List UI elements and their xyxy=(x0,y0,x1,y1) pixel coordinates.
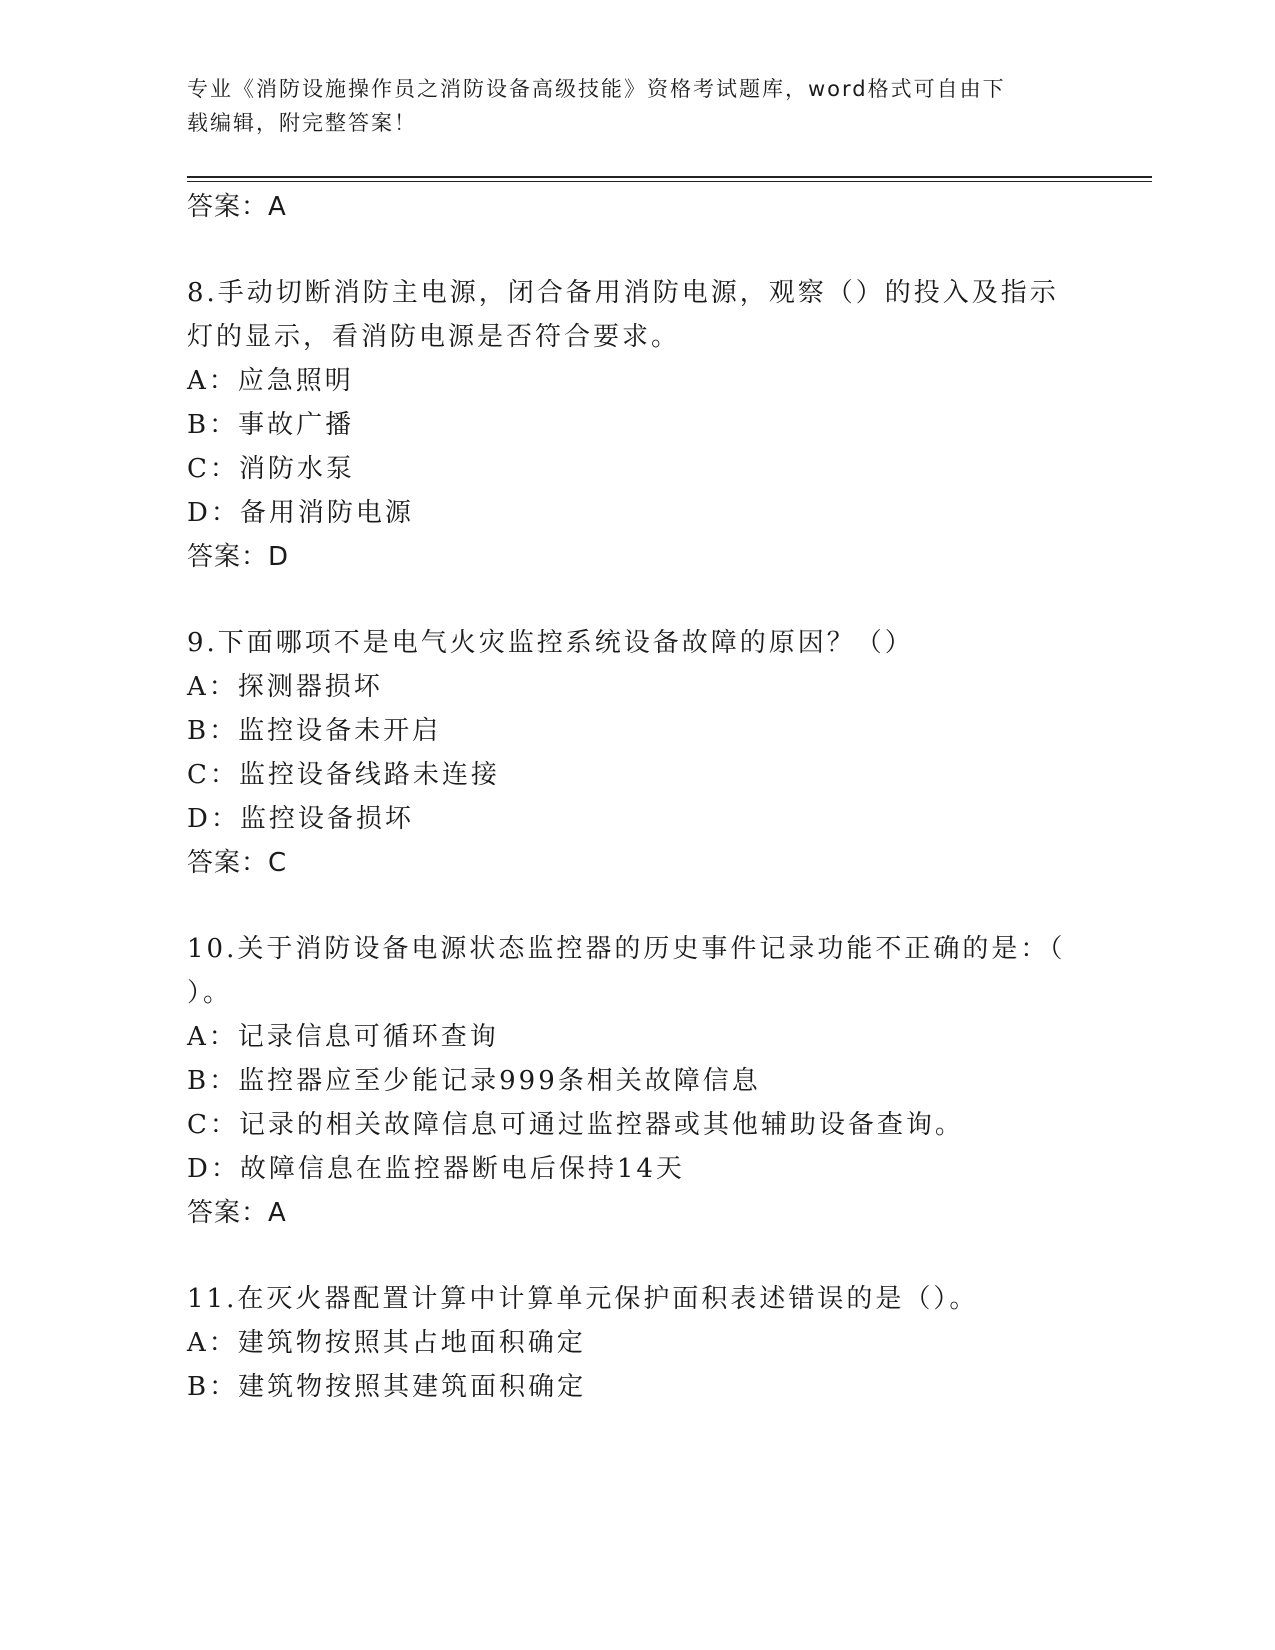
question-10-stem-line-2: ）。 xyxy=(187,978,233,1008)
question-10-option-b: B：监控器应至少能记录999条相关故障信息 xyxy=(187,1066,761,1096)
header-divider-thin xyxy=(187,181,1152,182)
question-10-stem-line-1: 10.关于消防设备电源状态监控器的历史事件记录功能不正确的是：（ xyxy=(187,934,1066,964)
question-9-answer: 答案：C xyxy=(187,848,288,878)
question-9-option-c: C：监控设备线路未连接 xyxy=(187,760,500,790)
question-10-option-d: D：故障信息在监控器断电后保持14天 xyxy=(187,1154,685,1184)
question-9-option-a: A：探测器损坏 xyxy=(187,672,383,702)
question-8-option-a: A：应急照明 xyxy=(187,366,354,396)
answer-prev: 答案：A xyxy=(187,192,287,222)
document-header xyxy=(187,72,1067,140)
question-11-option-b: B：建筑物按照其建筑面积确定 xyxy=(187,1372,587,1402)
header-divider xyxy=(187,176,1152,178)
question-11-option-a: A：建筑物按照其占地面积确定 xyxy=(187,1328,586,1358)
question-8-option-c: C：消防水泵 xyxy=(187,454,355,484)
question-11-stem-line-1: 11.在灭火器配置计算中计算单元保护面积表述错误的是（）。 xyxy=(187,1284,979,1314)
question-8-option-b: B：事故广播 xyxy=(187,410,355,440)
question-8-stem-line-1: 8.手动切断消防主电源，闭合备用消防电源，观察（）的投入及指示 xyxy=(187,278,1059,308)
question-8-option-d: D：备用消防电源 xyxy=(187,498,414,528)
question-10-option-c: C：记录的相关故障信息可通过监控器或其他辅助设备查询。 xyxy=(187,1110,964,1140)
header-line-2: 载编辑，附完整答案！ xyxy=(187,111,417,135)
header-line-1: 专业《消防设施操作员之消防设备高级技能》资格考试题库，word格式可自由下 xyxy=(187,77,1006,101)
question-9-stem-line-1: 9.下面哪项不是电气火灾监控系统设备故障的原因？（） xyxy=(187,628,914,658)
question-8-stem-line-2: 灯的显示，看消防电源是否符合要求。 xyxy=(187,322,681,352)
question-9-option-b: B：监控设备未开启 xyxy=(187,716,442,746)
question-8-answer: 答案：D xyxy=(187,542,290,572)
question-10-option-a: A：记录信息可循环查询 xyxy=(187,1022,499,1052)
question-9-option-d: D：监控设备损坏 xyxy=(187,804,414,834)
question-10-answer: 答案：A xyxy=(187,1198,287,1228)
